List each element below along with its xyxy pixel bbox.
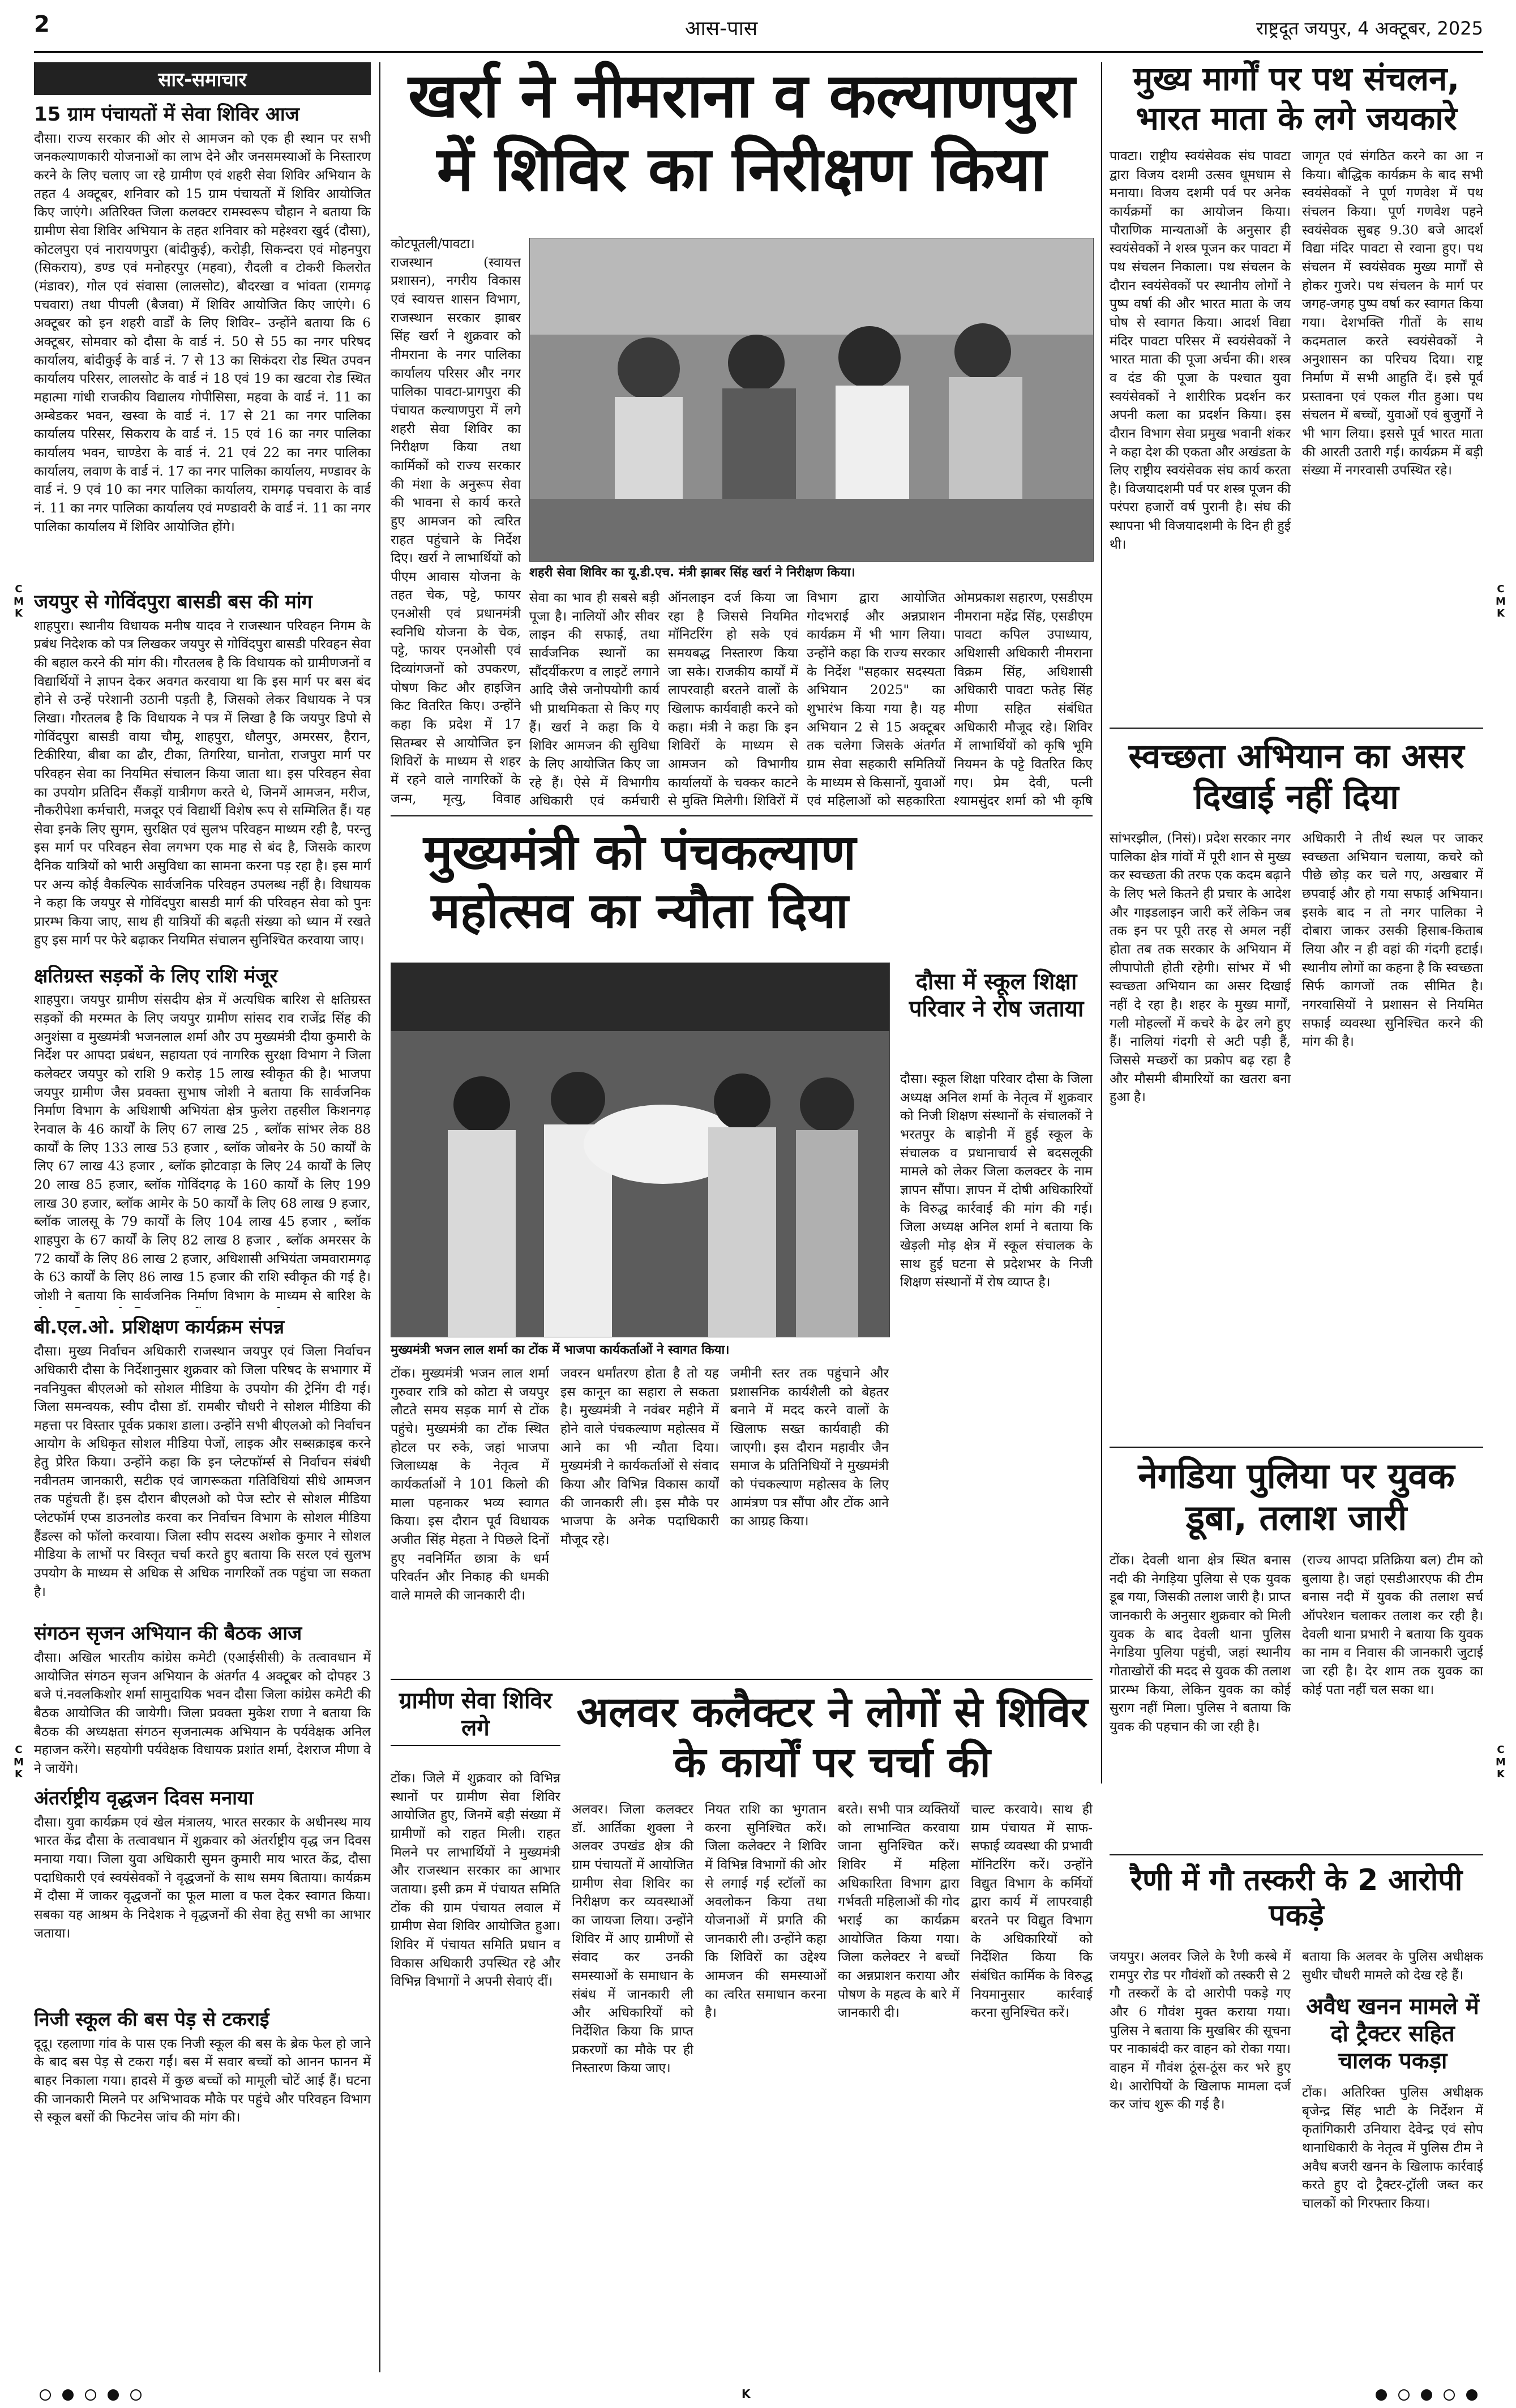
swachhta-story xyxy=(1110,736,1483,818)
cm-story-column: जमीनी स्तर तक पहुंचाने और प्रशासनिक कार्यशैली को बेहतर बनाने में मदद करने वालों के खिलाफ सख्त कार्यवाही की जाएगी। इस दौरान महावीर जैन समाज के प्रतिनिधियों ने मुख्यमंत्री को पंचकल्याण महोत्सव के लिए आमंत्रण पत्र सौंपा और टोंक आने का आग्रह किया। xyxy=(730,1366,889,1529)
brief-heading: क्षतिग्रस्त सड़कों के लिए राशि मंजूर xyxy=(34,964,278,987)
brief-text: दूदू। रहलाणा गांव के पास एक निजी स्कूल की बस के ब्रेक फेल हो जाने के बाद बस पेड़ से टकरा गईं। बस में सवार बच्चों को आनन फानन में बाहर निकाला गया। हादसे में कुछ बच्चों को मामूली चोटें आई हैं। घटना की जानकारी मिलने पर अभिभावक मौके पर पहुंचे और परिवहन विभाग से स्कूल बसों की फिटनेस जांच की मांग की। xyxy=(34,2036,371,2125)
gramin-headline: ग्रामीण सेवा शिविर लगे xyxy=(399,1688,553,1741)
lead-story-column: ऑनलाइन दर्ज किया जा रहा है जिससे नियमित मॉनिटरिंग हो सके एवं समयबद्ध निस्तारण किया जा सके। राजकीय कार्यों में लापरवाही बरतने वालों के खिलाफ कार्यवाही करने को कहा। मंत्री ने कहा कि इन शिविरों के माध्यम से आमजन को विभागीय कार्यालयों के चक्कर काटने से मुक्ति मिलेगी। शिविरों में xyxy=(668,591,798,809)
alwar-story-column: नियत राशि का भुगतान करना सुनिश्चित करें। जिला कलेक्टर ने शिविर में विभिन्न विभागों की ओर से लगाई गई स्टॉलों का अवलोकन किया तथा योजनाओं में प्रगति की जानकारी ली। उन्होंने कहा कि शिविरों का उद्देश्य आमजन की समस्याओं का त्वरित समाधान करना है। xyxy=(705,1802,826,2021)
registration-mark-right-bottom: C M K xyxy=(1496,1744,1506,1781)
brief-text: शाहपुरा। जयपुर ग्रामीण संसदीय क्षेत्र में अत्यधिक बारिश से क्षतिग्रस्त सड़कों की मरम्मत के लिए जयपुर ग्रामीण सांसद राव राजेंद्र सिंह की अनुशंसा व मुख्यमंत्री भजनलाल शर्मा और उप मुख्यमंत्री दीया कुमारी के निर्देश पर आपदा प्रबंधन, सहायता एवं नागरिक सुरक्षा विभाग ने जिला कलेक्टर जयपुर को राशि 9 करोड़ 15 लाख स्वीकृत की है। भाजपा जयपुर ग्रामीण जैस प्रवक्ता सुभाष जोशी ने बताया कि सार्वजनिक निर्माण विभाग के अधिशाषी अभियंता क्षेत्र फुलेरा तहसील किशनगढ़ रेनवाल के 46 कार्यों के लिए 67 लाख 25 , ब्लॉक सांभर लेक 88 कार्यों के लिए 133 लाख 53 हजार , ब्लॉक जोबनेर के 50 कार्यों के लिए 67 लाख 43 हजार , ब्लॉक झोटवाड़ा के लिए 24 कार्यों के लिए 20 लाख 85 हजार, ब्लॉक गोविंदगढ़ के 160 कार्यों के लिए 199 लाख 30 हजार, ब्लॉक आमेर के 50 कार्यों के लिए 68 लाख 9 हजार, ब्लॉक जालसू के 79 कार्यों के लिए 104 लाख 45 हजार , ब्लॉक शाहपुरा के 67 कार्यों के लिए 82 लाख 8 हजार , ब्लॉक अमरसर के 72 कार्यों के लिए 86 लाख 2 हजार, अधिशासी अभियंता जमवारामगढ़ के 63 कार्यों के लिए 86 लाख 15 हजार की राशि स्वीकृत की गई है। जोशी ने बताया कि सार्वजनिक निर्माण विभाग के माध्यम से बारिश के xyxy=(34,993,371,1303)
section-title: आस-पास xyxy=(685,17,758,40)
masthead xyxy=(34,11,1483,53)
publication-date-line: राष्ट्रदूत जयपुर, 4 अक्टूबर, 2025 xyxy=(1256,18,1483,39)
rss-story-column: पावटा। राष्ट्रीय स्वयंसेवक संघ पावटा द्वारा विजय दशमी उत्सव धूमधाम से मनाया। विजय दशमी पर्व पर अनेक कार्यक्रमों का आयोजन किया। पौराणिक मान्यताओं के अनुसार ही स्वयंसेवकों ने शस्त्र पूजन कर पावटा में पथ संचलन निकाला। पथ संचलन के दौरान स्वयंसेवकों पर स्थानीय लोगों ने पुष्प वर्षा की और भारत माता के जय घोष से स्वागत किया। आदर्श विद्या मंदिर पावटा परिसर में स्वयंसेवकों ने भारत माता की पूजा अर्चना की। शस्त्र व दंड की पूजा के पश्चात युवा स्वयंसेवकों ने शारीरिक प्रदर्शन कर अपनी कला का प्रदर्शन किया। इस दौरान विभाग सेवा प्रमुख भवानी शंकर ने कहा देश की एकता और अखंडता के लिए राष्ट्रीय स्वयंसेवक संघ कार्य करता है। विजयादशमी पर्व पर शस्त्र पूजन की परंपरा हजारों वर्ष पुरानी है। संघ की स्थापना भी विजयादशमी के दिन ही हुई थी। xyxy=(1110,149,1291,552)
brief-text: शाहपुरा। स्थानीय विधायक मनीष यादव ने राजस्थान परिवहन निगम के प्रबंध निदेशक को पत्र लिखकर जयपुर से गोविंदपुरा बासडी परिवहन सेवा की बहाल करने की मांग की। गौरतलब है कि विधायक को ग्रामीणजनों व विद्यार्थियों ने ज्ञापन देकर अवगत करवाया था कि इस मार्ग पर बस बंद होने से उन्हें परेशानी उठानी पड़ती है, जिसको लेकर विधायक ने पत्र लिखा। गौरतलब है कि विधायक ने पत्र में लिखा है कि जयपुर डिपो से गोविंदपुरा बासडी वाया चौमू, शाहपुरा, धौलपुर, अमरसर, हैरान, टिकीरिया, बीबा का ढौर, टीका, तिगरिया, घानोता, राजपुरा मार्ग पर परिवहन सेवा का नियमित संचालन किया जाता था। इस परिवहन सेवा का उपयोग प्रतिदिन सैंकड़ों यात्रीगण करते थे, जिनमें आमजन, मरीज, नौकरीपेशा कर्मचारी, मजदूर एवं विद्यार्थी विशेष रूप से सम्मिलित हैं। यह सेवा इनके लिए सुगम, सुरक्षित एवं सुलभ परिवहन माध्यम रही है, परन्तु इस मार्ग पर परिवहन सेवा लगभग एक माह से बंद है, जिसके कारण दैनिक यात्रियों को भारी असुविधा का सामना करना पड़ रहा है। इस मार्ग पर अन्य कोई वैकल्पिक सार्वजनिक परिवहन उपलब्ध नहीं है। विधायक ने कहा कि जयपुर से गोविंदपुरा बासडी मार्ग की परिवहन सेवा को पुनः प्रारम्भ किया जाए, साथ ही यात्रियों की बढ़ती संख्या को ध्यान में रखते हुए इस मार्ग पर फेरे बढ़ाकर नियमित संचालन सुनिश्चित करवाया जाए। xyxy=(34,618,371,948)
illegal-mining-text: टोंक। अतिरिक्त पुलिस अधीक्षक बृजेन्द्र सिंह भाटी के निर्देशन में कृतांगिकारी उनियारा देवेन्द्र एवं सोप थानाधिकारी के नेतृत्व में पुलिस टीम ने अवैध बजरी खनन के खिलाफ कार्रवाई करते हुए दो ट्रैक्टर-ट्रॉली जब्त कर चालकों को गिरफ्तार किया। xyxy=(1302,2085,1483,2211)
print-registration-strip xyxy=(34,2389,1483,2401)
registration-mark-right-top: C M K xyxy=(1496,583,1506,620)
brief-text: दौसा। राज्य सरकार की ओर से आमजन को एक ही स्थान पर सभी जनकल्याणकारी योजनाओं का लाभ देने और जनसमस्याओं के निस्तारण करने के लिए चलाए जा रहे ग्रामीण एवं शहरी सेवा शिविर अभियान के तहत 4 अक्टूबर, शनिवार को 15 ग्राम पंचायतों में शिविर आयोजित किए जाएंगे। अतिरिक्त जिला कलक्टर रामस्वरूप चौहान ने बताया कि ग्रामीण सेवा शिविर अभियान के तहत शनिवार को महेश्वरा खुर्द (दौसा), कोटलपुरा एवं नारायणपुरा (बांदीकुई), करोड़ी, सिकन्दरा एवं मोहनपुरा (सिकराय), डण्ड एवं मनोहरपुर (महवा), रौदली व टोकरी किलरोत (मंडावर), गोल एवं संवासा (लालसोट), बौदरखा व भांवता (रामगढ़ पचवारा) तथा पीपली (बैजवा) में शिविर आयोजित किए जाएंगे। 6 अक्टूबर को इन शहरी वार्डों के लिए शिविर– उन्होंने बताया कि 6 अक्टूबर, सोमवार को दौसा के वार्ड नं. 50 से 55 का नगर परिषद कार्यालय, बांदीकुई के वार्ड नं. 7 से 13 का सिकंदरा रोड स्थित उपवन कार्यालय परिसर, लालसोट के वार्ड नं 18 एवं 19 का खटवा रोड स्थित महात्मा गांधी राजकीय विद्यालय गोपीसिसा, महवा के वार्ड नं. 11 का अम्बेडकर भवन, खस्वा के वार्ड नं. 17 से 21 का नगर पालिका कार्यालय परिसर, सिकराय के वार्ड नं. 15 एवं 16 का नगर पालिका कार्यालय भवन, चाण्डेरा के वार्ड नं. 21 एवं 22 का नगर पालिका कार्यालय, लवाण के वार्ड नं. 17 का नगर पालिका कार्यालय, मण्डावर के वार्ड नं. 9 एवं 10 का नगर पालिका कार्यालय, रामगढ़ पचवारा के वार्ड नं. 11 का नगर पालिका कार्यालय एवं मण्डावरी के वार्ड नं. 11 का नगर पालिका कार्यालय में शिविर आयोजित होंगे। xyxy=(34,131,371,534)
alwar-headline: अलवर कलैक्टर ने लोगों से शिविर के कार्यों पर चर्चा की xyxy=(576,1688,1088,1787)
lead-headline: खर्रा ने नीमराना व कल्याणपुरा में शिविर का निरीक्षण किया xyxy=(408,61,1075,205)
raini-headline: रैणी में गौ तस्करी के 2 आरोपी पकड़े xyxy=(1130,1863,1463,1933)
alwar-story xyxy=(572,1687,1093,1788)
negadiya-headline: नेगडिया पुलिया पर युवक डूबा, तलाश जारी xyxy=(1138,1455,1455,1539)
gramin-story xyxy=(391,1687,560,1746)
registration-dots-left xyxy=(34,2389,147,2403)
alwar-story-column: चाल्ट करवाये। साथ ही ग्राम पंचायत में साफ-सफाई व्यवस्था की प्रभावी मॉनिटरिंग करें। उन्होंने विद्युत विभाग के कर्मियों द्वारा कार्य में लापरवाही बरतने पर विद्युत विभाग के अधिकारियों को निर्देशित किया कि संबंधित कार्मिक के विरुद्ध नियमानुसार कार्रवाई करना सुनिश्चित करें। xyxy=(971,1802,1093,2021)
illegal-mining-headline: अवैध खनन मामले में दो ट्रैक्टर सहित चालक पकड़ा xyxy=(1306,1994,1479,2074)
negadiya-story-column: टोंक। देवली थाना क्षेत्र स्थित बनास नदी की नेगड़िया पुलिया से एक युवक डूब गया, जिसकी तलाश जारी है। प्राप्त जानकारी के अनुसार शुक्रवार को मिली युवक के बाद देवली थाना पुलिस नेगडिया पुलिया पहुंची, जहां स्थानीय गोताखोरों की मदद से युवक की तलाश प्रारम्भ किया, लेकिन युवक का कोई सुराग नहीं मिला। पुलिस ने बताया कि युवक की पहचान की जा रही है। xyxy=(1110,1553,1291,1734)
brief-text: दौसा। अखिल भारतीय कांग्रेस कमेटी (एआईसीसी) के तत्वावधान में आयोजित संगठन सृजन अभियान के अंतर्गत 4 अक्टूबर को दोपहर 3 बजे पं.नवलकिशोर शर्मा सामुदायिक भवन दौसा जिला कांग्रेस कमेटी की बैठक आयोजित की जायेगी। जिला प्रवक्ता मुकेश राणा ने बताया कि बैठक की अध्यक्षता संगठन सृजनात्मक अभियान के पर्यवेक्षक अनिल महाजन करेंगे। सहयोगी पर्यवेक्षक विधायक प्रशांत शर्मा, देशराज मीणा वे ने जायेंगे। xyxy=(34,1650,371,1776)
brief-heading: 15 ग्राम पंचायतों में सेवा शिविर आज xyxy=(34,103,299,126)
brief-heading: संगठन सृजन अभियान की बैठक आज xyxy=(34,1622,302,1645)
brief-text: दौसा। मुख्य निर्वाचन अधिकारी राजस्थान जयपुर एवं जिला निर्वाचन अधिकारी दौसा के निर्देशानुसार शुक्रवार को जिला परिषद के सभागार में नवनियुक्त बीएलओ को सोशल मीडिया के उपयोग की ट्रेनिंग दी गई। जिला समन्वयक, स्वीप दौसा डॉ. रामबीर चौधरी ने सोशल मीडिया की महत्ता पर विस्तार पूर्वक प्रकाश डाला। उन्होंने सभी बीएलओ को निर्वाचन आयोग के अधिकृत सोशल मीडिया पेजों, लाइक और सब्सक्राइब करने हेतु प्रेरित किया। उन्होंने कहा कि इन प्लेटफॉर्म्स से निर्वाचन संबंधी नवीनतम जानकारी, सटीक एवं जागरूकता गतिविधियां सीधे आमजन तक पहुंचती हैं। इस दौरान बीएलओ को पेज स्टोर से सोशल मीडिया प्लेटफॉर्म एप्स डाउनलोड करवा कर निर्वाचन विभाग के सोशल मीडिया हैंडल्स को फॉलो करवाया। जिला स्वीप सदस्य अशोक कुमार ने सोशल मीडिया के लाभों पर विस्तृत चर्चा करते हुए बताया कि सरल एवं सुलभ उपयोग के माध्यम से अधिक से अधिक नागरिकों तक पहुंचा जा सकता है। xyxy=(34,1344,371,1599)
rss-story xyxy=(1110,59,1483,138)
news-briefs-column xyxy=(34,62,371,2378)
registration-mark-left-top: C M K xyxy=(14,583,24,620)
swachhta-headline: स्वच्छता अभियान का असर दिखाई नहीं दिया xyxy=(1128,737,1464,817)
lead-story-column: ओमप्रकाश सहारण, एसडीएम नीमराना महेंद्र सिंह, एसडीएम पावटा कपिल उपाध्याय, अधिशासी अधिकारी नीमराना विक्रम सिंह, अधिशासी अधिकारी पावटा फतेह सिंह मीणा सहित संबंधित अधिकारी मौजूद रहे। शिविर में लाभार्थियों को कृषि भूमि नियमन के पट्टे वितरित किए गए। प्रेम देवी, पत्नी श्यामसुंदर शर्मा को भी कृषि xyxy=(954,591,1093,809)
dausa-school-text: दौसा। स्कूल शिक्षा परिवार दौसा के जिला अध्यक्ष अनिल शर्मा के नेतृत्व में शुक्रवार को निजी शिक्षण संस्थानों के संचालकों ने भरतपुर के बाड़ोनी में हुई स्कूल के संचालक व प्रधानाचार्य से बदसलूकी मामले को लेकर जिला कलक्टर के नाम ज्ञापन सौंपा। ज्ञापन में दोषी अधिकारियों के विरुद्ध कार्रवाई की मांग की गई। जिला अध्यक्ष अनिल शर्मा ने बताया कि खेड़ली मोड़ क्षेत्र में स्कूल संचालक के साथ हुई घटना से प्रदेशभर के निजी शिक्षण संस्थानों में रोष व्याप्त है। xyxy=(900,1072,1093,1290)
lead-story-column: सेवा का भाव ही सबसे बड़ी पूजा है। नालियों और सीवर लाइन की सफाई, तथा सार्वजनिक स्थानों का सौंदर्यीकरण व लाइटें लगाने आदि जैसे जनोपयोगी कार्य भी प्राथमिकता से किए गए हैं। खर्रा ने कहा कि ये शिविर आमजन की सुविधा के लिए आयोजित किए जा रहे हैं। ऐसे में विभागीय अधिकारी एवं कर्मचारी xyxy=(529,591,659,809)
page-number: 2 xyxy=(34,11,50,37)
column-rule xyxy=(379,62,380,2372)
raini-story-column: बताया कि अलवर के पुलिस अधीक्षक सुधीर चौधरी मामले को देख रहे हैं। xyxy=(1302,1949,1483,1983)
divider xyxy=(391,1679,1093,1680)
cm-photo-caption: मुख्यमंत्री भजन लाल शर्मा का टोंक में भाजपा कार्यकर्ताओं ने स्वागत किया। xyxy=(391,1343,730,1357)
gramin-text: टोंक। जिले में शुक्रवार को विभिन्न स्थानों पर ग्रामीण सेवा शिविर आयोजित हुए, जिनमें बड़ी संख्या में ग्रामीणों को राहत मिली। राहत मिलने पर लाभार्थियों ने मुख्यमंत्री और राजस्थान सरकार का आभार जताया। इसी क्रम में पंचायत समिति टोंक की ग्राम पंचायत लवाल में ग्रामीण सेवा शिविर आयोजित हुआ। शिविर में पंचायत समिति प्रधान व विकास अधिकारी उपस्थित रहे और विभिन्न विभागों ने अपनी सेवाएं दीं। xyxy=(391,1771,560,1990)
divider xyxy=(391,815,1093,816)
cm-headline: मुख्यमंत्री को पंचकल्याण महोत्सव का न्यौता दिया xyxy=(423,824,857,940)
lead-photo-caption: शहरी सेवा शिविर का यू.डी.एच. मंत्री झाबर सिंह खर्रा ने निरीक्षण किया। xyxy=(529,566,855,580)
news-briefs-title: सार-समाचार xyxy=(34,62,371,95)
dausa-school-story xyxy=(900,968,1093,1023)
cm-story xyxy=(391,824,889,940)
brief-heading: अंतर्राष्ट्रीय वृद्धजन दिवस मनाया xyxy=(34,1786,254,1810)
rss-headline: मुख्य मार्गों पर पथ संचलन, भारत माता के लगे जयकारे xyxy=(1133,59,1460,138)
swachhta-story-column: अधिकारी ने तीर्थ स्थल पर जाकर स्वच्छता अभियान चलाया, कचरे को पीछे छोड़ कर चले गए, अखबार में छपवाई और हो गया सफाई अभियान। इसके बाद न तो नगर पालिका ने दोबारा जाकर उसकी हिसाब-किताब लिया और न ही वहां की गंदगी हटाई। स्थानीय लोगों का कहना है कि स्वच्छता सिर्फ कागजों तक सीमित है। नगरवासियों ने प्रशासन से नियमित सफाई व्यवस्था सुनिश्चित करने की मांग की है। xyxy=(1302,831,1483,1050)
column-rule xyxy=(1101,62,1102,1783)
divider xyxy=(1110,1854,1483,1855)
registration-dots-right xyxy=(1370,2389,1483,2403)
lead-story-column: कोटपूतली/पावटा। राजस्थान (स्वायत्त प्रशासन), नगरीय विकास एवं स्वायत्त शासन विभाग, राजस्थान सरकार झाबर सिंह खर्रा ने शुक्रवार को नीमराना के नगर पालिका कार्यालय परिसर और नगर पालिका पावटा-प्रागपुरा की पंचायत कल्याणपुरा में लगे शहरी सेवा शिविर का निरीक्षण किया तथा कार्मिकों को राज्य सरकार की मंशा के अनुरूप सेवा की भावना से कार्य करते हुए आमजन को त्वरित राहत पहुंचाने के निर्देश दिए। खर्रा ने लाभार्थियों को पीएम आवास योजना के तहत चेक, पट्टे, फायर एनओसी एवं प्रधानमंत्री स्वनिधि योजना के चेक, पट्टे, फायर एनओसी एवं दिव्यांगजनों को उपकरण, पोषण किट और हाइजिन किट वितरित किए। उन्होंने कहा कि प्रदेश में 17 सितम्बर से आयोजित इन शिविरों के माध्यम से शहर में रहने वाले नागरिकों के जन्म, मृत्यु, विवाह xyxy=(391,237,521,806)
alwar-story-column: अलवर। जिला कलक्टर डॉ. आर्तिका शुक्ला ने अलवर उपखंड क्षेत्र की ग्राम पंचायतों में आयोजित ग्रामीण सेवा शिविर का निरीक्षण कर व्यवस्थाओं का जायजा लिया। उन्होंने शिविर में आए ग्रामीणों से संवाद कर उनकी समस्याओं के समाधान के संबंध में जानकारी ली और अधिकारियों को निर्देशित किया कि प्राप्त प्रकरणों का मौके पर ही निस्तारण किया जाए। xyxy=(572,1802,693,2076)
negadiya-story xyxy=(1110,1455,1483,1539)
raini-story-column: जयपुर। अलवर जिले के रैणी कस्बे में रामपुर रोड पर गौवंशों को तस्करी से 2 गौ तस्करों के दो आरोपी पकड़े गए और 6 गौवंश मुक्त कराया गया। पुलिस ने बताया कि मुखबिर की सूचना पर नाकाबंदी कर वाहन को रोका गया। वाहन में गौवंश ठूंस-ठूंस कर भरे हुए थे। आरोपियों के खिलाफ मामला दर्ज कर जांच शुरू की गई है। xyxy=(1110,1949,1291,2112)
rss-story-column: जागृत एवं संगठित करने का आ न किया। बौद्धिक कार्यक्रम के बाद सभी स्वयंसेवकों ने पूर्ण गणवेश में पथ संचलन किया। पूर्ण गणवेश पहने स्वयंसेवक सुबह 9.30 बजे आदर्श विद्या मंदिर पावटा से रवाना हुए। पथ संचलन में स्वयंसेवक मुख्य मार्गों से होकर गुजरे। पथ संचलन के मार्ग पर जगह-जगह पुष्प वर्षा कर स्वागत किया गया। देशभक्ति गीतों के साथ कदमताल करते स्वयंसेवकों ने अनुशासन का परिचय दिया। राष्ट्र निर्माण में सभी आहुति दें। इसे पूर्व प्रस्तावना एवं एकल गीत हुआ। पथ संचलन में बच्चों, युवाओं एवं बुजुर्गों ने भी भाग लिया। इससे पूर्व भारत माता की आरती उतारी गई। कार्यक्रम में बड़ी संख्या में नगरवासी उपस्थित रहे। xyxy=(1302,149,1483,478)
alwar-story-column: बरते। सभी पात्र व्यक्तियों को लाभान्वित करवाया जाना सुनिश्चित करें। शिविर में महिला अधिकारिता विभाग द्वारा गर्भवती महिलाओं की गोद भराई का कार्यक्रम आयोजित किया गया। जिला कलेक्टर ने बच्चों का अन्नप्राशन कराया और पोषण के महत्व के बारे में जानकारी दी। xyxy=(838,1802,960,2021)
brief-heading: जयपुर से गोविंदपुरा बासडी बस की मांग xyxy=(34,590,312,613)
divider xyxy=(1110,728,1483,729)
registration-mark-left-bottom: C M K xyxy=(14,1744,24,1781)
lead-photo xyxy=(529,238,1094,562)
page-color-code: K xyxy=(742,2387,751,2401)
brief-heading: बी.एल.ओ. प्रशिक्षण कार्यक्रम संपन्न xyxy=(34,1316,285,1339)
cm-story-column: जवरन धर्मांतरण होता है तो यह इस कानून का सहारा ले सकता है। मुख्यमंत्री ने नवंबर महीने में होने वाले पंचकल्याण महोत्सव में आने का भी न्यौता दिया। मुख्यमंत्री ने कार्यकर्ताओं से संवाद किया और विभिन्न विकास कार्यों की जानकारी ली। इस मौके पर भाजपा के अनेक पदाधिकारी मौजूद रहे। xyxy=(560,1366,719,1547)
cm-story-column: टोंक। मुख्यमंत्री भजन लाल शर्मा गुरुवार रात्रि को कोटा से जयपुर लौटते समय सड़क मार्ग से टोंक पहुंचे। मुख्यमंत्री का टोंक स्थित होटल पर रुके, जहां भाजपा जिलाध्यक्ष के नेतृत्व में कार्यकर्ताओं ने 101 किलो की माला पहनाकर भव्य स्वागत किया। इस दौरान पूर्व विधायक अजीत सिंह मेहता ने पिछले दिनों हुए नवनिर्मित छात्रा के धर्म परिवर्तन और निकाह की धमकी वाले मामले की जानकारी दी। xyxy=(391,1366,549,1603)
dausa-school-headline: दौसा में स्कूल शिक्षा परिवार ने रोष जताया xyxy=(909,969,1084,1022)
brief-heading: निजी स्कूल की बस पेड़ से टकराई xyxy=(34,2008,269,2031)
brief-text: दौसा। युवा कार्यक्रम एवं खेल मंत्रालय, भारत सरकार के अधीनस्थ माय भारत केंद्र दौसा के तत्वावधान में शुक्रवार को अंतर्राष्ट्रीय वृद्ध जन दिवस मनाया गया। जिला युवा अधिकारी सुमन कुमारी माय भारत केंद्र, दौसा पदाधिकारी एवं स्वयंसेवकों ने वृद्धजनों के साथ समय बिताया। कार्यक्रम में दौसा में जाकर वृद्धजनों का फूल माला व फल देकर स्वागत किया। सबका यह आश्रम के निदेशक ने वृद्धजनों की सेवा हेतु सभी का आभार जताया। xyxy=(34,1815,371,1941)
lead-story-column: विभाग द्वारा आयोजित गोदभराई और अन्नप्राशन कार्यक्रम में भी भाग लिया। उन्होंने कहा कि राज्य सरकार के निर्देश "सहकार सदस्यता अभियान 2025" का शुभारंभ किया गया है। यह अभियान 2 से 15 अक्टूबर तक चलेगा जिसके अंतर्गत ग्राम सेवा सहकारी समितियों के माध्यम से किसानों, युवाओं एवं महिलाओं को सहकारिता xyxy=(807,591,945,809)
negadiya-story-column: (राज्य आपदा प्रतिक्रिया बल) टीम को बुलाया है। जहां एसडीआरएफ की टीम बनास नदी में युवक की तलाश सर्च ऑपरेशन चलाकर तलाश कर रही है। देवली थाना प्रभारी ने बताया कि युवक का नाम व निवास की जानकारी जुटाई जा रही है। देर शाम तक युवक का कोई पता नहीं चल सका था। xyxy=(1302,1553,1483,1697)
swachhta-story-column: सांभरझील, (निसं)। प्रदेश सरकार नगर पालिका क्षेत्र गांवों में पूरी शान से मुख्य कर स्वच्छता की तरफ एक कदम बढ़ाने के लिए भले कितने ही प्रचार के आदेश और गाइडलाइन जारी करें लेकिन जब तक इन पर पूरी तरह से अमल नहीं होता तब तक सरकार के अभियान में लीपापोती होती रहेगी। सांभर में भी स्वच्छता अभियान का असर दिखाई नहीं दे रहा है। शहर के मुख्य मार्गों, गली मोहल्लों में कचरे के ढेर लगे हुए हैं। नालियां गंदगी से अटी पड़ी हैं, जिससे मच्छरों का प्रकोप बढ़ रहा है और मौसमी बीमारियों का खतरा बना हुआ है। xyxy=(1110,831,1291,1105)
divider xyxy=(1110,1447,1483,1448)
raini-story xyxy=(1110,1863,1483,1934)
lead-story xyxy=(391,59,1093,206)
cm-photo xyxy=(391,963,890,1337)
